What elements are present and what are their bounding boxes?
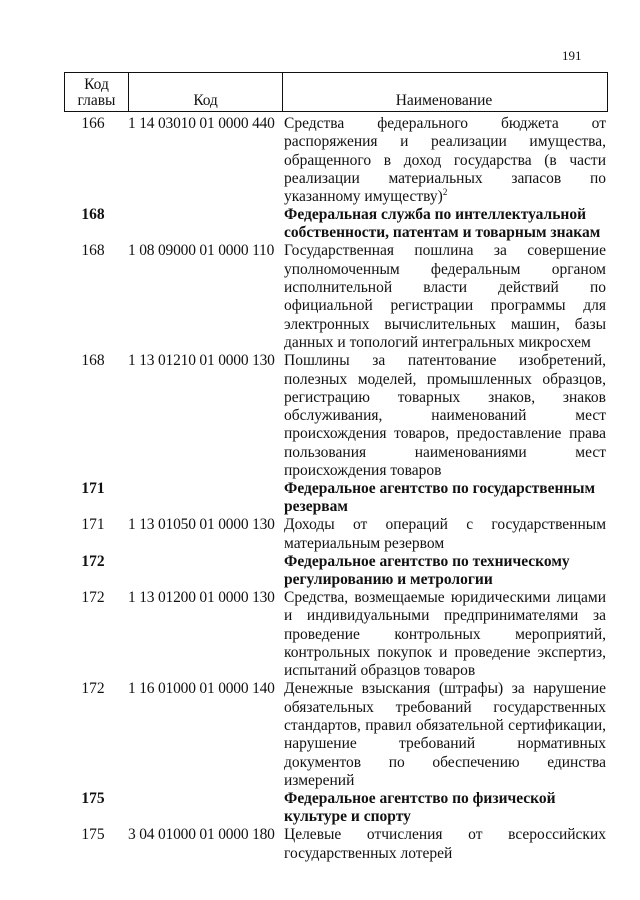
code-cell: 3 04 01000 01 0000 180 (128, 826, 275, 844)
revenue-codes-table (64, 72, 608, 863)
name-text: Средства федерального бюджета от распоряжения и реализации имущества, обращенного в доход государства (в части реализации материальных запасов по указанному имуществу) (284, 115, 606, 206)
header-name: Наименование (395, 92, 493, 109)
name-cell: Доходы от операций с государственным материальным резервом (284, 516, 606, 552)
table-row-organization (64, 553, 608, 589)
organization-name-cell: Федеральное агентство по физической культуре и спорту (284, 790, 556, 826)
code-cell: 1 14 03010 01 0000 440 (128, 115, 275, 132)
name-cell: Государственная пошлина за совершение уполномоченным федеральным органом исполнительной власти действий по официальной регистрации программы для электронных вычислительных машин, базы данных и топологий интегральных микросхем (284, 242, 606, 351)
code-cell: 1 13 01210 01 0000 130 (128, 352, 275, 370)
table-row (64, 242, 608, 352)
table-row (64, 115, 608, 206)
footnote-marker: 2 (442, 187, 448, 198)
code-cell: 1 13 01200 01 0000 130 (128, 588, 275, 606)
code-cell: 1 08 09000 01 0000 110 (128, 242, 275, 260)
table-row (64, 589, 608, 680)
organization-name-cell: Федеральное агентство по государственным резервам (284, 480, 596, 516)
chapter-code-cell: 172 (81, 588, 105, 606)
chapter-code-cell: 166 (81, 115, 105, 132)
chapter-code-cell: 175 (81, 826, 105, 844)
table-row-organization (64, 790, 608, 826)
chapter-code-cell: 168 (81, 352, 105, 370)
table-body (64, 112, 608, 863)
table-row (64, 516, 608, 553)
name-cell: Средства, возмещаемые юридическими лицами и индивидуальными предпринимателями за проведение контрольных мероприятий, контрольных покупок и проведение экспертиз, испытаний образцов товаров (284, 588, 606, 680)
chapter-code-cell: 171 (81, 516, 105, 534)
name-cell: Пошлины за патентование изобретений, полезных моделей, промышленных образцов, регистрацию товарных знаков, знаков обслуживания, наименований мест происхождения товаров, предоставление права пользования наименованиями мест происхождения товаров (284, 352, 606, 480)
table-header (64, 72, 608, 112)
chapter-code-cell: 172 (81, 680, 105, 698)
organization-name-cell: Федеральное агентство по техническому регулированию и метрологии (284, 552, 570, 588)
chapter-code-cell: 168 (81, 242, 105, 260)
header-chapter-code: Код главы (65, 73, 129, 111)
table-row (64, 680, 608, 790)
name-cell (284, 115, 608, 206)
chapter-code-cell: 171 (81, 480, 105, 498)
header-code: Код (129, 73, 283, 111)
page-number: 191 (562, 48, 582, 63)
table-row (64, 826, 608, 863)
chapter-code-cell: 172 (81, 552, 105, 570)
name-cell: Целевые отчисления от всероссийских государственных лотерей (284, 826, 606, 862)
table-row-organization (64, 206, 608, 242)
code-cell: 1 16 01000 01 0000 140 (128, 680, 275, 698)
chapter-code-cell: 175 (81, 790, 105, 808)
chapter-code-cell: 168 (81, 206, 105, 224)
name-cell: Денежные взыскания (штрафы) за нарушение обязательных требований государственных стандартов, правил обязательной сертификации, нарушение требований нормативных документов по обеспечению единства измерений (284, 680, 606, 789)
table-row (64, 352, 608, 480)
table-row-organization (64, 480, 608, 516)
organization-name-cell: Федеральная служба по интеллектуальной собственности, патентам и товарным знакам (284, 206, 601, 242)
code-cell: 1 13 01050 01 0000 130 (128, 516, 275, 534)
